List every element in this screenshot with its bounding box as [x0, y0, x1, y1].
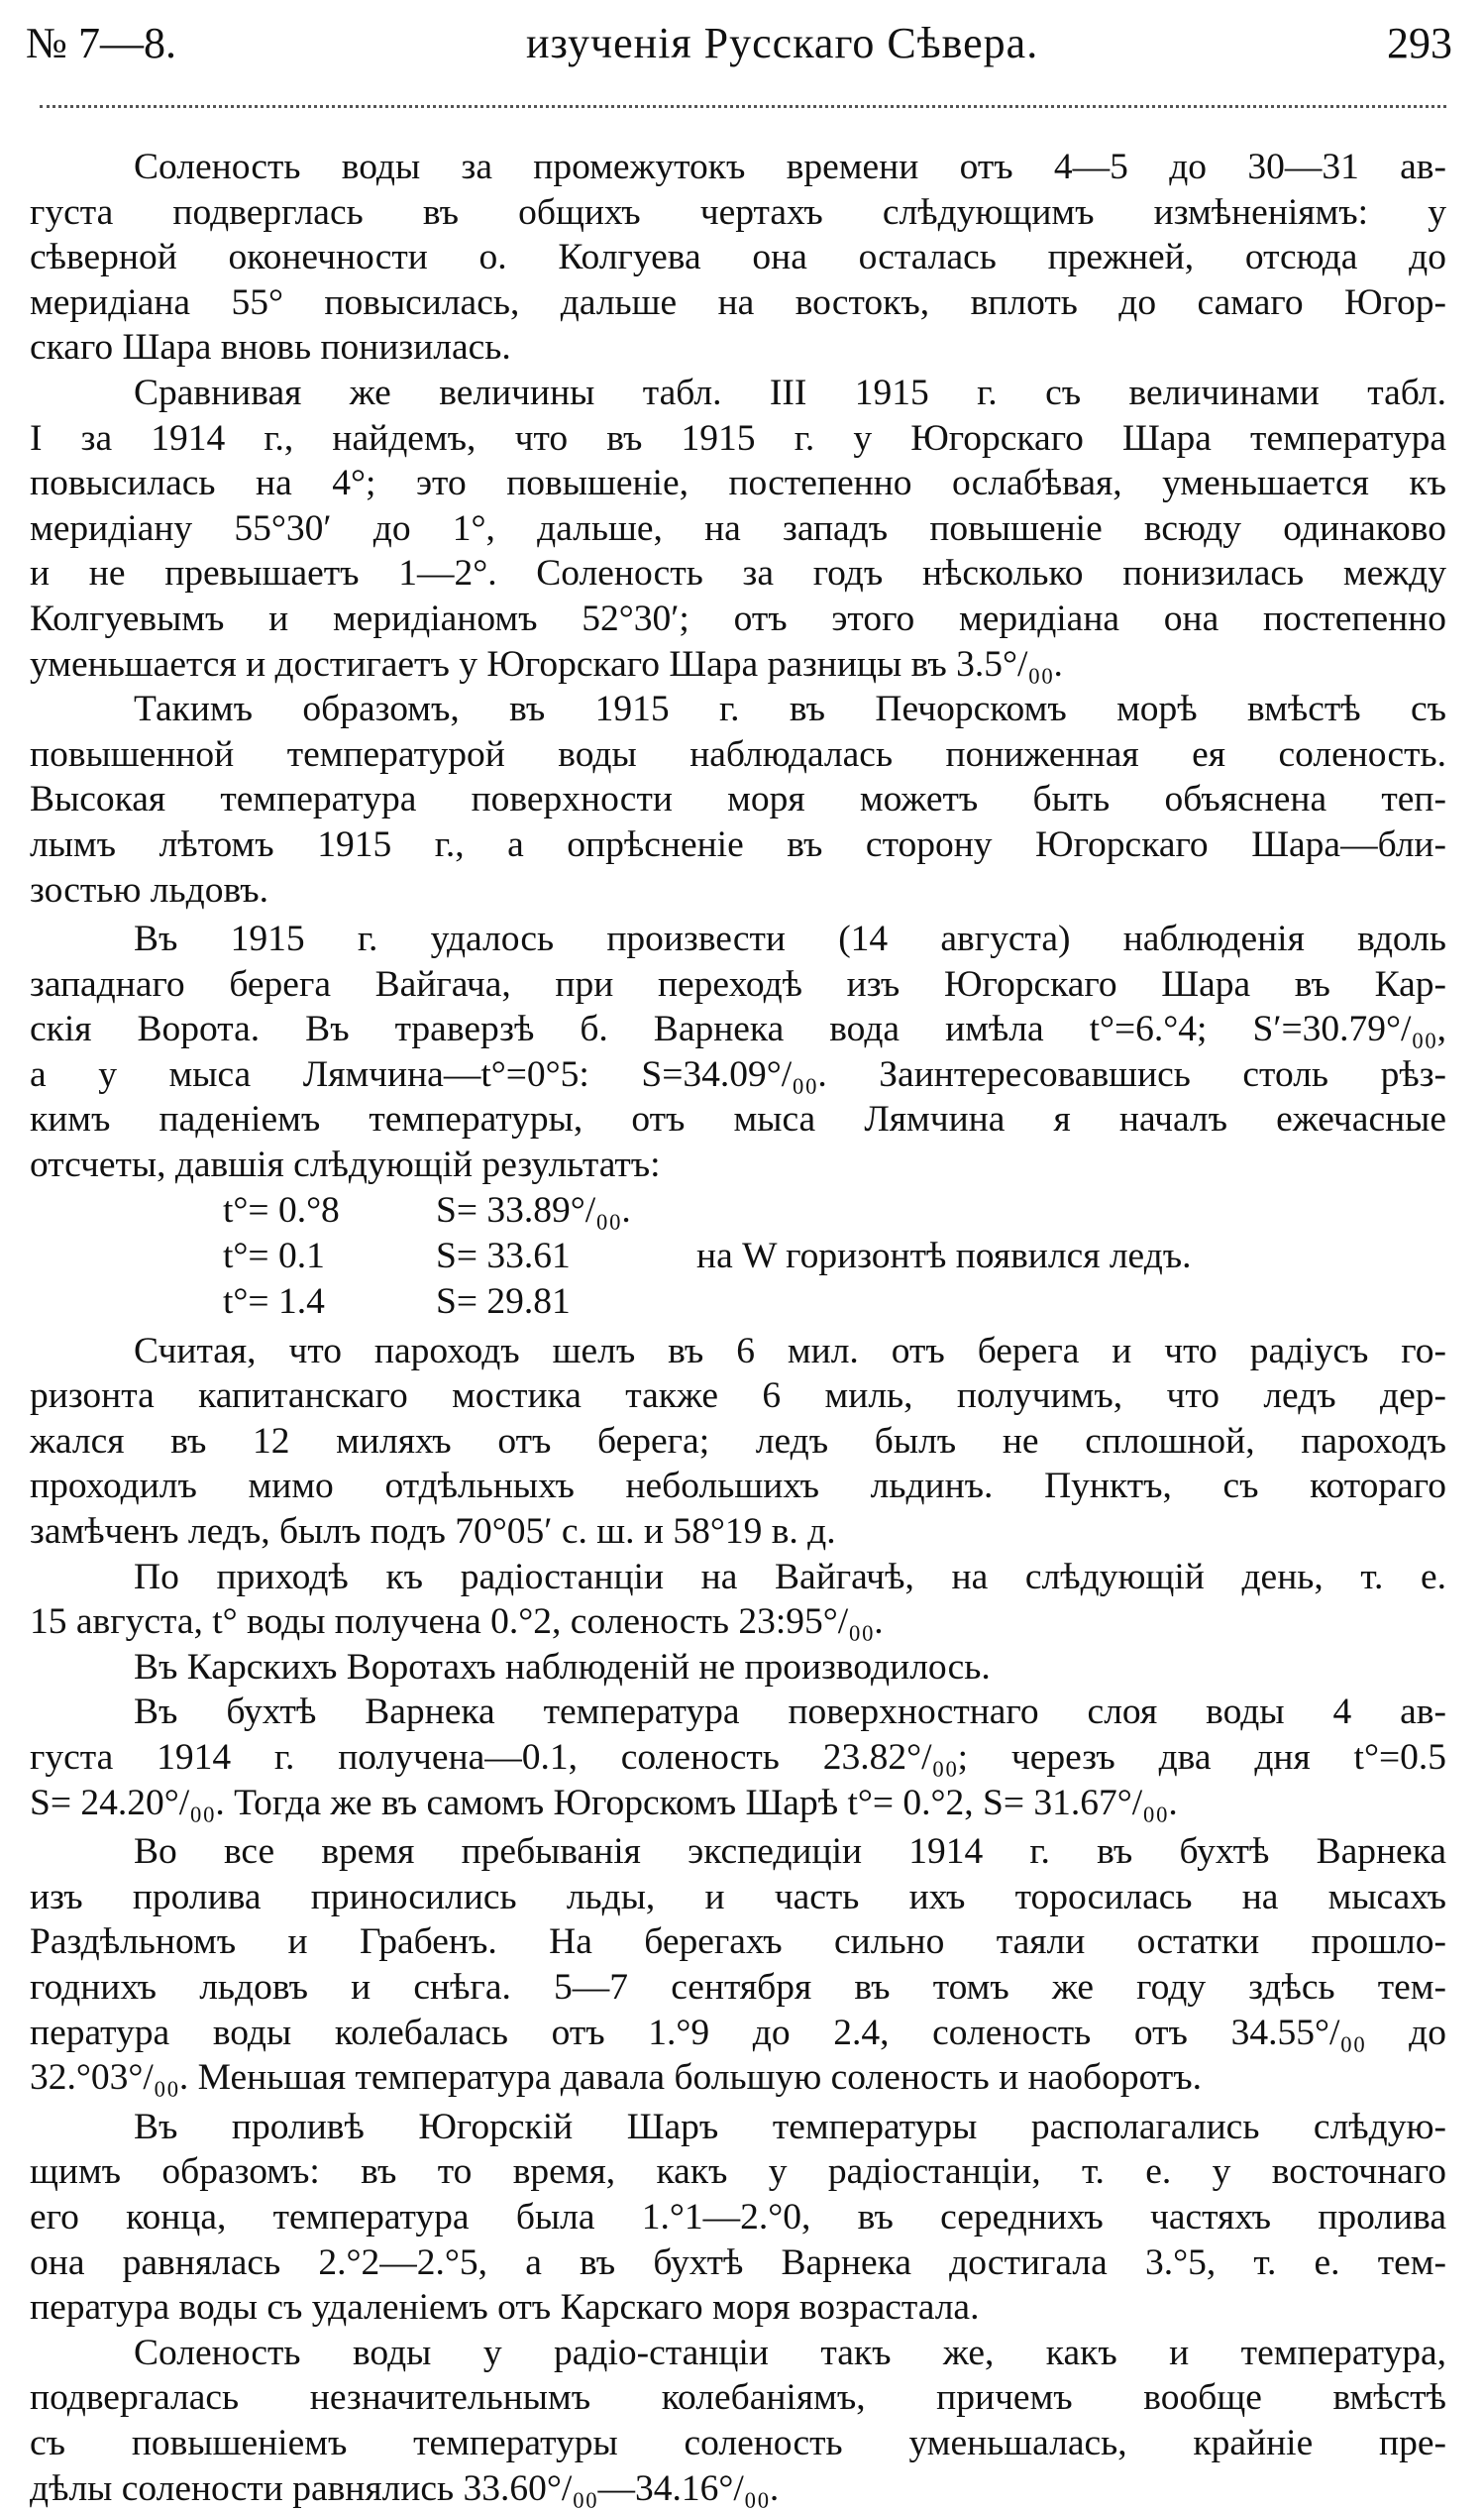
reading-temperature: t°= 0.°8 [223, 1188, 340, 1234]
paragraph-line: скія Ворота. Въ траверзѣ б. Варнека вода имѣла t°=6.°4; S′=30.79°/₀₀, [30, 1007, 1446, 1052]
paragraph-line: съ повышеніемъ температуры соленость уменьшалась, крайніе пре- [30, 2421, 1446, 2466]
readings-table [30, 1188, 1446, 1325]
reading-salinity: S= 33.89°/₀₀. [436, 1188, 631, 1234]
paragraph-line: повысилась на 4°; это повышеніе, постепенно ослабѣвая, уменьшается къ [30, 461, 1446, 506]
paragraph-line: проходилъ мимо отдѣльныхъ небольшихъ льдинъ. Пунктъ, съ котораго [30, 1464, 1446, 1509]
paragraph: Во все время пребыванія экспедиціи 1914 г. въ бухтѣ Варнека [30, 1829, 1446, 1875]
paragraph-line: подвергалась незначительнымъ колебаніямъ, причемъ вообще вмѣстѣ [30, 2375, 1446, 2421]
paragraph-line: Высокая температура поверхности моря можетъ быть объяснена теп- [30, 777, 1446, 822]
paragraph-line: 32.°03°/₀₀. Меньшая температура давала большую соленость и наоборотъ. [30, 2055, 1446, 2101]
paragraph: По приходѣ къ радіостанціи на Вайгачѣ, на слѣдующій день, т. е. [30, 1555, 1446, 1600]
paragraph-line: Колгуевымъ и меридіаномъ 52°30′; отъ этого меридіана она постепенно [30, 597, 1446, 642]
paragraph-line: Раздѣльномъ и Грабенъ. На берегахъ сильно таяли остатки прошло- [30, 1919, 1446, 1965]
reading-temperature: t°= 1.4 [223, 1279, 325, 1325]
paragraph-line: уменьшается и достигаетъ у Югорскаго Шара разницы въ 3.5°/₀₀. [30, 642, 1446, 688]
header-rule [40, 105, 1446, 108]
paragraph-line: повышенной температурой воды наблюдалась пониженная ея соленость. [30, 732, 1446, 778]
reading-salinity: S= 29.81 [436, 1279, 571, 1325]
paragraph-line: густа подверглась въ общихъ чертахъ слѣдующимъ измѣненіямъ: у [30, 190, 1446, 236]
paragraph-line: годнихъ льдовъ и снѣга. 5—7 сентября въ томъ же году здѣсь тем- [30, 1965, 1446, 2011]
reading-note: на W горизонтѣ появился ледъ. [696, 1234, 1192, 1279]
paragraph-line: меридіана 55° повысилась, дальше на востокъ, вплоть до самаго Югор- [30, 280, 1446, 326]
paragraph-line: 15 августа, t° воды получена 0.°2, соленость 23:95°/₀₀. [30, 1599, 1446, 1645]
paragraph-line: ризонта капитанскаго мостика также 6 миль, получимъ, что ледъ дер- [30, 1373, 1446, 1419]
paragraph: Соленость воды у радіо-станціи такъ же, какъ и температура, [30, 2331, 1446, 2376]
paragraph-line: а у мыса Лямчина—t°=0°5: S=34.09°/₀₀. Заинтересовавшись столь рѣз- [30, 1052, 1446, 1098]
paragraph-line: зостью льдовъ. [30, 868, 1446, 914]
paragraph-line: скаго Шара вновь понизилась. [30, 325, 1446, 371]
paragraph-line: I за 1914 г., найдемъ, что въ 1915 г. у Югорскаго Шара температура [30, 416, 1446, 462]
paragraph-line: дѣлы солености равнялись 33.60°/₀₀—34.16°/₀₀. [30, 2466, 1446, 2511]
paragraph-line: отсчеты, давшія слѣдующій результатъ: [30, 1143, 1446, 1188]
paragraph-line: сѣверной оконечности о. Колгуева она осталась прежней, отсюда до [30, 235, 1446, 280]
paragraph-line: густа 1914 г. получена—0.1, соленость 23.82°/₀₀; черезъ два дня t°=0.5 [30, 1735, 1446, 1781]
paragraph: Сравнивая же величины табл. III 1915 г. съ величинами табл. [30, 371, 1446, 416]
paragraph-line: западнаго берега Вайгача, при переходѣ изъ Югорскаго Шара въ Кар- [30, 962, 1446, 1008]
page-number: 293 [1387, 14, 1452, 73]
paragraph-line: пература воды колебалась отъ 1.°9 до 2.4, соленость отъ 34.55°/₀₀ до [30, 2011, 1446, 2056]
paragraph: Соленость воды за промежутокъ времени отъ 4—5 до 30—31 ав- [30, 145, 1446, 190]
paragraph-line: изъ пролива приносились льды, и часть ихъ торосилась на мысахъ [30, 1875, 1446, 1920]
paragraph-line: жался въ 12 миляхъ отъ берега; ледъ былъ не сплошной, пароходъ [30, 1419, 1446, 1465]
paragraph-line: его конца, температура была 1.°1—2.°0, въ середнихъ частяхъ пролива [30, 2195, 1446, 2240]
paragraph-line: S= 24.20°/₀₀. Тогда же въ самомъ Югорскомъ Шарѣ t°= 0.°2, S= 31.67°/₀₀. [30, 1781, 1446, 1826]
body-text [30, 145, 1446, 2511]
paragraph: Въ Карскихъ Воротахъ наблюденій не производилось. [30, 1645, 1446, 1691]
reading-salinity: S= 33.61 [436, 1234, 571, 1279]
paragraph-line: и не превышаетъ 1—2°. Соленость за годъ нѣсколько понизилась между [30, 551, 1446, 597]
paragraph-line: она равнялась 2.°2—2.°5, а въ бухтѣ Варнека достигала 3.°5, т. е. тем- [30, 2240, 1446, 2286]
reading-temperature: t°= 0.1 [223, 1234, 325, 1279]
paragraph-line: меридіану 55°30′ до 1°, дальше, на западъ повышеніе всюду одинаково [30, 506, 1446, 552]
paragraph: Въ 1915 г. удалось произвести (14 августа) наблюденія вдоль [30, 917, 1446, 962]
paragraph: Въ бухтѣ Варнека температура поверхностнаго слоя воды 4 ав- [30, 1690, 1446, 1735]
paragraph-line: кимъ паденіемъ температуры, отъ мыса Лямчина я началъ ежечасные [30, 1097, 1446, 1143]
paragraph-line: замѣченъ ледъ, былъ подъ 70°05′ с. ш. и 58°19 в. д. [30, 1509, 1446, 1555]
running-header [26, 14, 1452, 73]
running-title: изученія Русскаго Сѣвера. [526, 14, 1038, 73]
issue-number: № 7—8. [26, 14, 176, 73]
paragraph-line: щимъ образомъ: въ то время, какъ у радіостанціи, т. е. у восточнаго [30, 2149, 1446, 2195]
paragraph-line: пература воды съ удаленіемъ отъ Карскаго моря возрастала. [30, 2285, 1446, 2331]
paragraph: Считая, что пароходъ шелъ въ 6 мил. отъ берега и что радіусъ го- [30, 1329, 1446, 1374]
paragraph-line: лымъ лѣтомъ 1915 г., а опрѣсненіе въ сторону Югорскаго Шара—бли- [30, 822, 1446, 868]
paragraph: Такимъ образомъ, въ 1915 г. въ Печорскомъ морѣ вмѣстѣ съ [30, 687, 1446, 732]
paragraph: Въ проливѣ Югорскій Шаръ температуры располагались слѣдую- [30, 2105, 1446, 2150]
